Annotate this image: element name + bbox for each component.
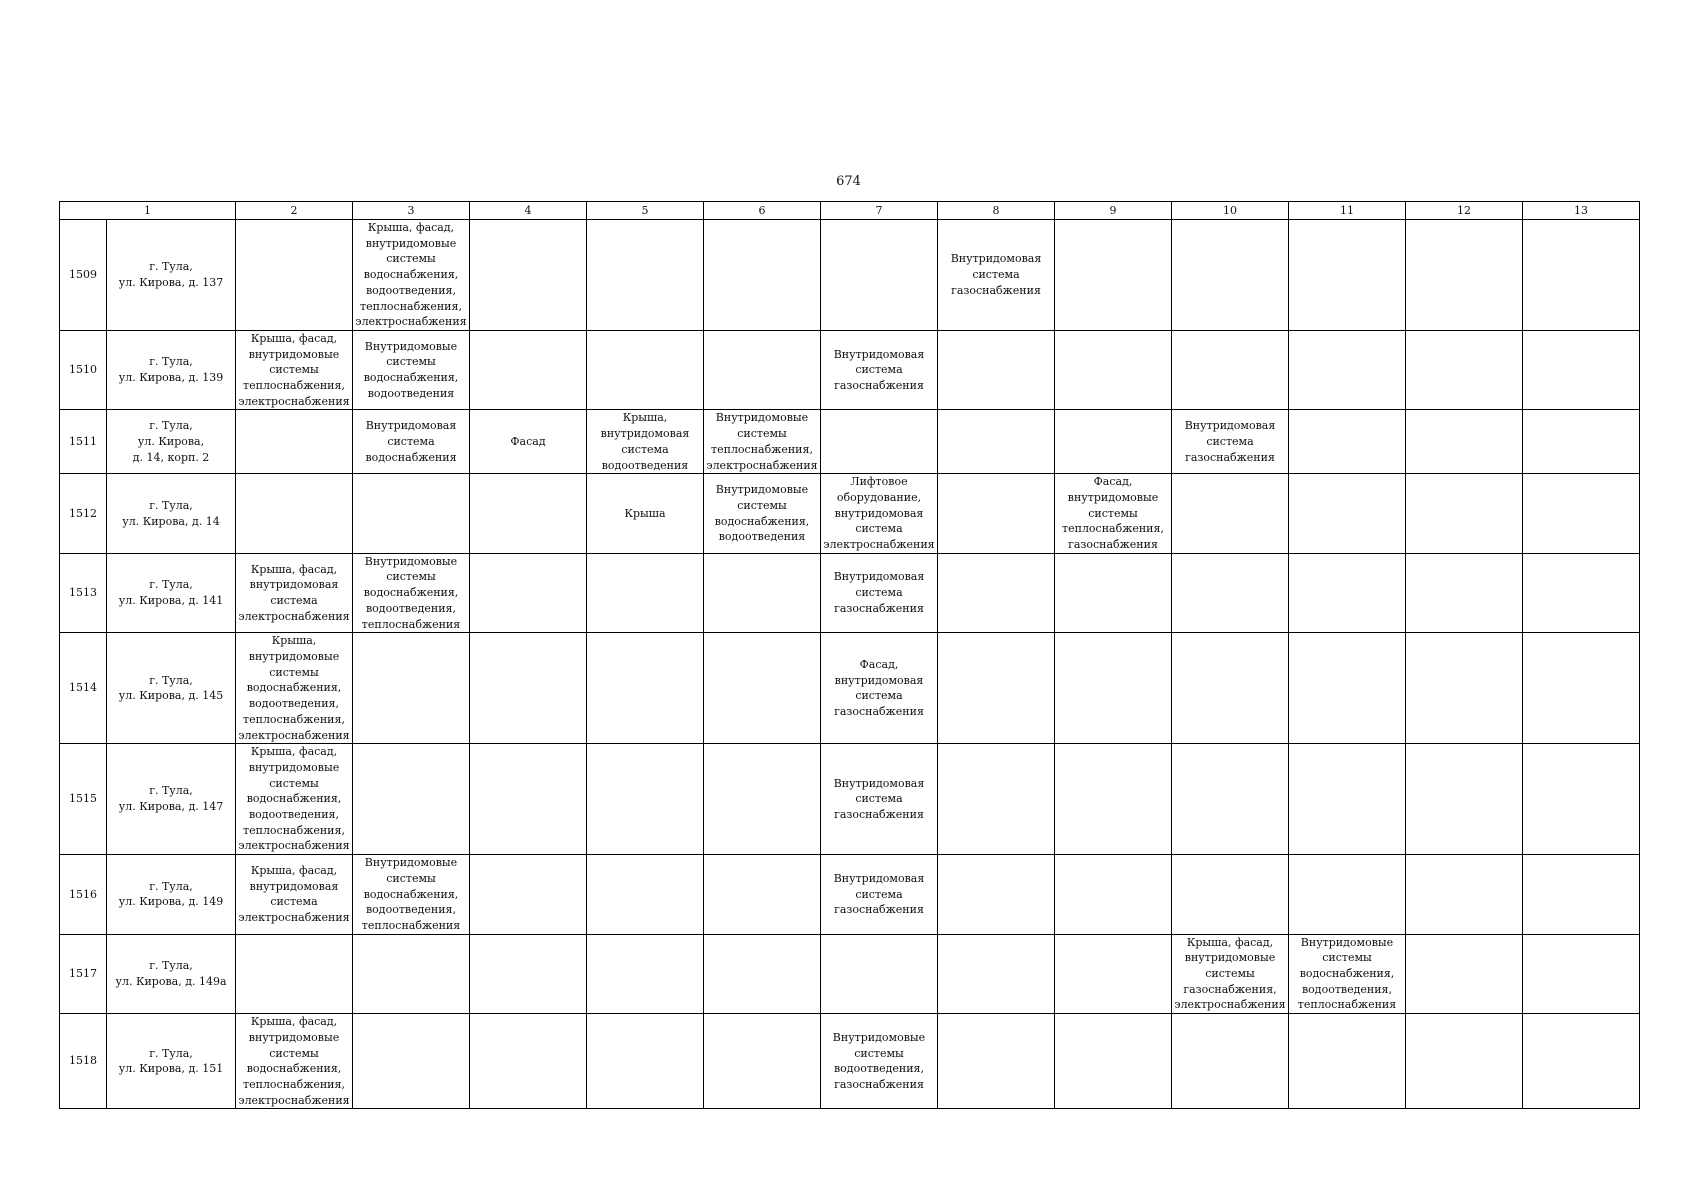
table-cell: [353, 633, 470, 744]
table-cell: [1172, 553, 1289, 633]
table-cell: [1289, 744, 1406, 855]
column-header: 8: [938, 202, 1055, 220]
table-cell: Крыша, фасад, внутридомовые системы теплоснабжения, электроснабжения: [236, 330, 353, 410]
address-cell: г. Тула, ул. Кирова, д. 145: [107, 633, 236, 744]
row-number: 1513: [60, 553, 107, 633]
table-cell: [1172, 1014, 1289, 1109]
row-number: 1511: [60, 410, 107, 474]
table-cell: Крыша, фасад, внутридомовая система электроснабжения: [236, 855, 353, 935]
address-cell: г. Тула, ул. Кирова, д. 139: [107, 330, 236, 410]
table-cell: [1406, 410, 1523, 474]
table-cell: [938, 744, 1055, 855]
table-cell: [470, 633, 587, 744]
table-body: [60, 220, 1640, 1109]
table-cell: [1523, 855, 1640, 935]
table-cell: [587, 330, 704, 410]
table-cell: [470, 855, 587, 935]
table-cell: [1289, 1014, 1406, 1109]
table-cell: Крыша, фасад, внутридомовая система электроснабжения: [236, 553, 353, 633]
table-cell: Лифтовое оборудование, внутридомовая система электроснабжения: [821, 474, 938, 554]
table-cell: [821, 934, 938, 1014]
table-cell: [587, 744, 704, 855]
table-cell: [1406, 474, 1523, 554]
table-cell: [704, 633, 821, 744]
table-cell: [1172, 633, 1289, 744]
column-header: 5: [587, 202, 704, 220]
table-row: [60, 553, 1640, 633]
page-number: 674: [836, 174, 861, 189]
table-cell: [704, 744, 821, 855]
address-cell: г. Тула, ул. Кирова, д. 149: [107, 855, 236, 935]
table-cell: Фасад, внутридомовая система газоснабжения: [821, 633, 938, 744]
table-cell: [470, 330, 587, 410]
repair-schedule-table: [59, 201, 1640, 1109]
row-number: 1517: [60, 934, 107, 1014]
column-header: 7: [821, 202, 938, 220]
table-cell: Внутридомовые системы водоснабжения, водоотведения: [353, 330, 470, 410]
table-cell: [1523, 330, 1640, 410]
table-cell: [1523, 633, 1640, 744]
table-cell: [938, 330, 1055, 410]
table-cell: [938, 1014, 1055, 1109]
table-cell: [1055, 934, 1172, 1014]
table-cell: [1289, 855, 1406, 935]
table-cell: [1172, 330, 1289, 410]
table-cell: [1055, 855, 1172, 935]
address-cell: г. Тула, ул. Кирова, д. 14, корп. 2: [107, 410, 236, 474]
table-cell: [353, 1014, 470, 1109]
table-cell: [587, 633, 704, 744]
table-cell: [1172, 474, 1289, 554]
table-cell: [1055, 330, 1172, 410]
table-row: [60, 934, 1640, 1014]
column-header: 10: [1172, 202, 1289, 220]
table-cell: Внутридомовая система газоснабжения: [1172, 410, 1289, 474]
table-cell: [587, 855, 704, 935]
table-cell: [821, 220, 938, 331]
table-cell: [1523, 934, 1640, 1014]
table-cell: Внутридомовые системы теплоснабжения, электроснабжения: [704, 410, 821, 474]
table-cell: [470, 553, 587, 633]
table-cell: [1523, 553, 1640, 633]
table-row: [60, 1014, 1640, 1109]
table-row: [60, 474, 1640, 554]
table-cell: [236, 410, 353, 474]
table-cell: [938, 553, 1055, 633]
table-cell: [1055, 410, 1172, 474]
column-header: 3: [353, 202, 470, 220]
row-number: 1518: [60, 1014, 107, 1109]
table-cell: Крыша, внутридомовая система водоотведения: [587, 410, 704, 474]
table-cell: Внутридомовая система газоснабжения: [821, 553, 938, 633]
table-cell: Крыша, фасад, внутридомовые системы водоснабжения, теплоснабжения, электроснабжения: [236, 1014, 353, 1109]
row-number: 1509: [60, 220, 107, 331]
table-cell: [1055, 1014, 1172, 1109]
row-number: 1515: [60, 744, 107, 855]
table-cell: [587, 934, 704, 1014]
table-row: [60, 744, 1640, 855]
table-cell: [1172, 744, 1289, 855]
address-cell: г. Тула, ул. Кирова, д. 14: [107, 474, 236, 554]
column-header: 4: [470, 202, 587, 220]
table-cell: [1289, 410, 1406, 474]
table-cell: [704, 330, 821, 410]
table-cell: Внутридомовые системы водоснабжения, водоотведения: [704, 474, 821, 554]
table-header: [60, 202, 1640, 220]
table-cell: [1523, 1014, 1640, 1109]
address-cell: г. Тула, ул. Кирова, д. 149а: [107, 934, 236, 1014]
table-cell: [704, 553, 821, 633]
table-cell: Крыша, внутридомовые системы водоснабжения, водоотведения, теплоснабжения, электроснабжения: [236, 633, 353, 744]
address-cell: г. Тула, ул. Кирова, д. 137: [107, 220, 236, 331]
row-number: 1516: [60, 855, 107, 935]
column-header: 13: [1523, 202, 1640, 220]
table-cell: [1523, 474, 1640, 554]
table-cell: [1406, 330, 1523, 410]
table-cell: Внутридомовые системы водоотведения, газоснабжения: [821, 1014, 938, 1109]
table-cell: [1523, 220, 1640, 331]
table-cell: [1523, 410, 1640, 474]
row-number: 1510: [60, 330, 107, 410]
table-cell: [587, 553, 704, 633]
table-cell: [470, 1014, 587, 1109]
table-cell: [704, 934, 821, 1014]
column-header: 2: [236, 202, 353, 220]
table-cell: [1172, 855, 1289, 935]
row-number: 1514: [60, 633, 107, 744]
table-cell: Внутридомовые системы водоснабжения, водоотведения, теплоснабжения: [353, 553, 470, 633]
table-cell: Крыша, фасад, внутридомовые системы водоснабжения, водоотведения, теплоснабжения, электроснабжения: [353, 220, 470, 331]
table-cell: [1289, 553, 1406, 633]
table-cell: Внутридомовая система газоснабжения: [938, 220, 1055, 331]
table-row: [60, 330, 1640, 410]
table-cell: [821, 410, 938, 474]
address-cell: г. Тула, ул. Кирова, д. 141: [107, 553, 236, 633]
table-cell: [1289, 220, 1406, 331]
table-cell: [704, 855, 821, 935]
table-row: [60, 855, 1640, 935]
table-row: [60, 220, 1640, 331]
column-header: 1: [60, 202, 236, 220]
table-row: [60, 410, 1640, 474]
table-cell: [353, 474, 470, 554]
table-cell: [1406, 934, 1523, 1014]
table-cell: [938, 934, 1055, 1014]
table-cell: [1406, 744, 1523, 855]
table-cell: Фасад: [470, 410, 587, 474]
table-cell: Внутридомовая система газоснабжения: [821, 744, 938, 855]
row-number: 1512: [60, 474, 107, 554]
table-cell: Внутридомовые системы водоснабжения, водоотведения, теплоснабжения: [353, 855, 470, 935]
table-cell: Внутридомовая система газоснабжения: [821, 330, 938, 410]
table-cell: [470, 934, 587, 1014]
table-cell: [1289, 330, 1406, 410]
table-cell: Крыша: [587, 474, 704, 554]
column-header: 6: [704, 202, 821, 220]
table-cell: Крыша, фасад, внутридомовые системы водоснабжения, водоотведения, теплоснабжения, электроснабжения: [236, 744, 353, 855]
table-cell: [1406, 633, 1523, 744]
table-cell: [470, 744, 587, 855]
table-cell: [587, 220, 704, 331]
table-cell: [1289, 633, 1406, 744]
table-cell: [1172, 220, 1289, 331]
table-cell: [1406, 1014, 1523, 1109]
table-cell: [587, 1014, 704, 1109]
table-cell: [938, 633, 1055, 744]
table-cell: [470, 220, 587, 331]
table-cell: Фасад, внутридомовые системы теплоснабжения, газоснабжения: [1055, 474, 1172, 554]
table-cell: Внутридомовая система газоснабжения: [821, 855, 938, 935]
column-header: 9: [1055, 202, 1172, 220]
address-cell: г. Тула, ул. Кирова, д. 151: [107, 1014, 236, 1109]
table-cell: [236, 220, 353, 331]
table-cell: [353, 934, 470, 1014]
table-cell: [236, 934, 353, 1014]
address-cell: г. Тула, ул. Кирова, д. 147: [107, 744, 236, 855]
column-header: 12: [1406, 202, 1523, 220]
table-cell: [1406, 220, 1523, 331]
column-header: 11: [1289, 202, 1406, 220]
table-row: [60, 633, 1640, 744]
table-cell: [1055, 553, 1172, 633]
table-cell: [938, 474, 1055, 554]
table-cell: [704, 220, 821, 331]
table-cell: [1406, 553, 1523, 633]
table-cell: [353, 744, 470, 855]
table-cell: Внутридомовые системы водоснабжения, водоотведения, теплоснабжения: [1289, 934, 1406, 1014]
table-cell: [938, 855, 1055, 935]
table-cell: [1055, 220, 1172, 331]
table-cell: [236, 474, 353, 554]
table-cell: [1055, 744, 1172, 855]
table-cell: [704, 1014, 821, 1109]
table-cell: Крыша, фасад, внутридомовые системы газоснабжения, электроснабжения: [1172, 934, 1289, 1014]
table-cell: [470, 474, 587, 554]
table-cell: Внутридомовая система водоснабжения: [353, 410, 470, 474]
table-cell: [938, 410, 1055, 474]
table-cell: [1523, 744, 1640, 855]
table-cell: [1406, 855, 1523, 935]
table-cell: [1289, 474, 1406, 554]
table-cell: [1055, 633, 1172, 744]
